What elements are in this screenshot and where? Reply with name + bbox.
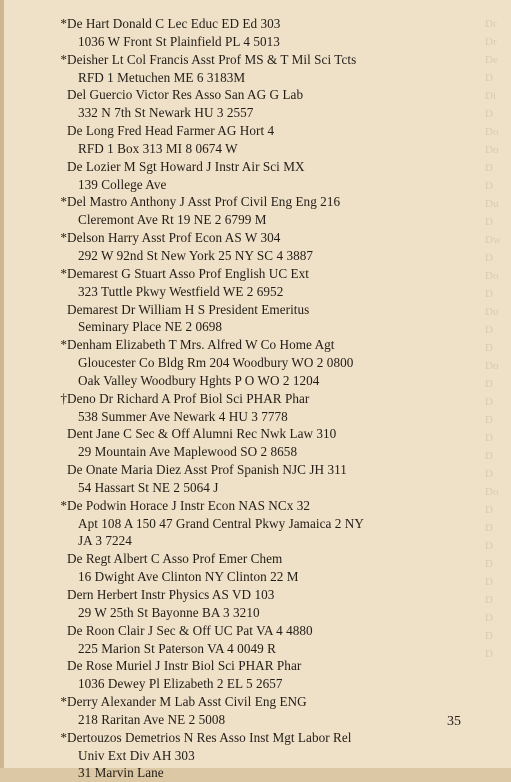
entry-detail-line [59, 764, 499, 782]
entry-name-line [59, 461, 499, 479]
entry-marker: * [60, 497, 67, 513]
directory-entry [59, 622, 499, 658]
entry-marker: * [60, 729, 67, 745]
entry-detail-line [59, 211, 499, 229]
entry-text: Deno Dr Richard A Prof Biol Sci PHAR Phar [67, 390, 310, 406]
entry-name-line [59, 193, 499, 211]
directory-entry [59, 586, 499, 622]
entry-text: Demarest G Stuart Asso Prof English UC Ext [67, 265, 310, 281]
entry-detail-line [59, 640, 499, 658]
entry-text: 292 W 92nd St New York 25 NY SC 4 3887 [78, 247, 314, 263]
entry-text: 1036 Dewey Pl Elizabeth 2 EL 5 2657 [78, 676, 283, 692]
entry-marker: * [60, 51, 67, 67]
bleed-through-text: Dr Dr De D Di D Do Do D D Du D Dw D Do D Du D D Do D D D D D D Do D D D D D D D D D [485, 18, 501, 660]
directory-entry [59, 461, 499, 497]
entry-text: Dent Jane C Sec & Off Alumni Rec Nwk Law 310 [67, 426, 337, 442]
entry-detail-line [59, 318, 499, 336]
directory-entry [59, 158, 499, 194]
entry-text: Demarest Dr William H S President Emeritus [67, 301, 310, 317]
entry-text: 29 Mountain Ave Maplewood SO 2 8658 [78, 444, 298, 460]
entry-text: 332 N 7th St Newark HU 3 2557 [78, 105, 254, 121]
directory-entry [59, 390, 499, 426]
directory-entry [59, 301, 499, 337]
entry-marker: * [60, 16, 67, 31]
entry-detail-line [59, 568, 499, 586]
entry-text: De Rose Muriel J Instr Biol Sci PHAR Phar [67, 658, 302, 674]
entry-name-line [59, 301, 499, 319]
entry-name-line [59, 657, 499, 675]
entry-detail-line [59, 176, 499, 194]
directory-entry [59, 229, 499, 265]
entry-name-line [59, 550, 499, 568]
entry-marker: * [60, 337, 67, 353]
entry-text: Apt 108 A 150 47 Grand Central Pkwy Jamaica 2 NY [78, 515, 364, 531]
directory-entry [59, 122, 499, 158]
entry-text: Univ Ext Div AH 303 [78, 747, 195, 763]
entry-text: Deisher Lt Col Francis Asst Prof MS & T Mil Sci Tcts [67, 51, 357, 67]
entry-detail-line [59, 515, 499, 533]
entry-text: 225 Marion St Paterson VA 4 0049 R [78, 640, 276, 656]
entry-detail-line [59, 372, 499, 390]
entry-detail-line [59, 283, 499, 301]
directory-entry [59, 550, 499, 586]
entry-marker: * [60, 265, 67, 281]
directory-entry [59, 51, 499, 87]
directory-entry [59, 193, 499, 229]
entry-text: 31 Marvin Lane [78, 765, 164, 781]
entry-text: 29 W 25th St Bayonne BA 3 3210 [78, 604, 260, 620]
entry-detail-line [59, 33, 499, 51]
entry-name-line [59, 15, 499, 33]
entry-text: RFD 1 Box 313 MI 8 0674 W [78, 140, 238, 156]
entry-text: 538 Summer Ave Newark 4 HU 3 7778 [78, 408, 288, 424]
page-number: 35 [447, 714, 461, 729]
entry-name-line [59, 336, 499, 354]
entry-text: 16 Dwight Ave Clinton NY Clinton 22 M [78, 569, 299, 585]
entry-marker: * [60, 230, 67, 246]
entry-text: De Long Fred Head Farmer AG Hort 4 [67, 123, 275, 139]
entry-detail-line [59, 479, 499, 497]
directory-entry [59, 497, 499, 551]
entry-detail-line [59, 747, 499, 765]
directory-entry [59, 729, 499, 782]
entry-name-line [59, 122, 499, 140]
entry-text: Derry Alexander M Lab Asst Civil Eng ENG [67, 694, 307, 710]
entry-text: JA 3 7224 [78, 533, 132, 549]
entry-text: Dertouzos Demetrios N Res Asso Inst Mgt Labor Rel [67, 729, 352, 745]
entry-name-line [59, 51, 499, 69]
entry-name-line [59, 586, 499, 604]
entry-text: 139 College Ave [78, 176, 167, 192]
entry-text: Del Mastro Anthony J Asst Prof Civil Eng Eng 216 [67, 194, 341, 210]
entry-detail-line [59, 354, 499, 372]
directory-entry [59, 86, 499, 122]
entry-name-line [59, 390, 499, 408]
entry-detail-line [59, 247, 499, 265]
entry-marker: † [60, 390, 67, 406]
entry-text: 323 Tuttle Pkwy Westfield WE 2 6952 [78, 283, 284, 299]
entry-text: De Regt Albert C Asso Prof Emer Chem [67, 551, 283, 567]
directory-entry [59, 15, 499, 51]
entry-detail-line [59, 604, 499, 622]
directory-entry [59, 265, 499, 301]
entry-detail-line [59, 532, 499, 550]
entry-name-line [59, 693, 499, 711]
entry-text: 218 Raritan Ave NE 2 5008 [78, 711, 226, 727]
entry-text: De Hart Donald C Lec Educ ED Ed 303 [67, 16, 281, 31]
entry-text: Cleremont Ave Rt 19 NE 2 6799 M [78, 212, 267, 228]
entry-detail-line [59, 140, 499, 158]
entry-name-line [59, 425, 499, 443]
entry-name-line [59, 622, 499, 640]
entry-text: Seminary Place NE 2 0698 [78, 319, 223, 335]
entry-name-line [59, 265, 499, 283]
entry-text: Oak Valley Woodbury Hghts P O WO 2 1204 [78, 372, 320, 388]
entry-name-line [59, 86, 499, 104]
entry-text: De Onate Maria Diez Asst Prof Spanish NJC JH 311 [67, 462, 347, 478]
directory-entry [59, 425, 499, 461]
entry-text: 54 Hassart St NE 2 5064 J [78, 479, 219, 495]
directory-entry [59, 693, 499, 729]
entry-text: Dern Herbert Instr Physics AS VD 103 [67, 587, 275, 602]
entry-marker: * [60, 194, 67, 210]
entry-text: Del Guercio Victor Res Asso San AG G Lab [67, 87, 304, 103]
entry-detail-line [59, 104, 499, 122]
entry-text: Denham Elizabeth T Mrs. Alfred W Co Home Agt [67, 337, 335, 353]
entry-detail-line [59, 443, 499, 461]
entry-text: Gloucester Co Bldg Rm 204 Woodbury WO 2 0800 [78, 355, 354, 371]
entry-name-line [59, 729, 499, 747]
entry-name-line [59, 229, 499, 247]
entry-text: De Podwin Horace J Instr Econ NAS NCx 32 [67, 497, 311, 513]
entry-name-line [59, 158, 499, 176]
entry-detail-line [59, 408, 499, 426]
entry-text: De Lozier M Sgt Howard J Instr Air Sci MX [67, 158, 305, 174]
entry-marker: * [60, 694, 67, 710]
entry-detail-line [59, 675, 499, 693]
directory-entry [59, 657, 499, 693]
entry-text: RFD 1 Metuchen ME 6 3183M [78, 69, 246, 85]
entry-text: 1036 W Front St Plainfield PL 4 5013 [78, 33, 280, 49]
directory-entry [59, 336, 499, 390]
entry-text: Delson Harry Asst Prof Econ AS W 304 [67, 230, 281, 246]
entry-detail-line [59, 69, 499, 87]
entry-text: De Roon Clair J Sec & Off UC Pat VA 4 4880 [67, 622, 313, 638]
entry-name-line [59, 497, 499, 515]
entry-detail-line [59, 711, 499, 729]
directory-entries [59, 15, 499, 782]
